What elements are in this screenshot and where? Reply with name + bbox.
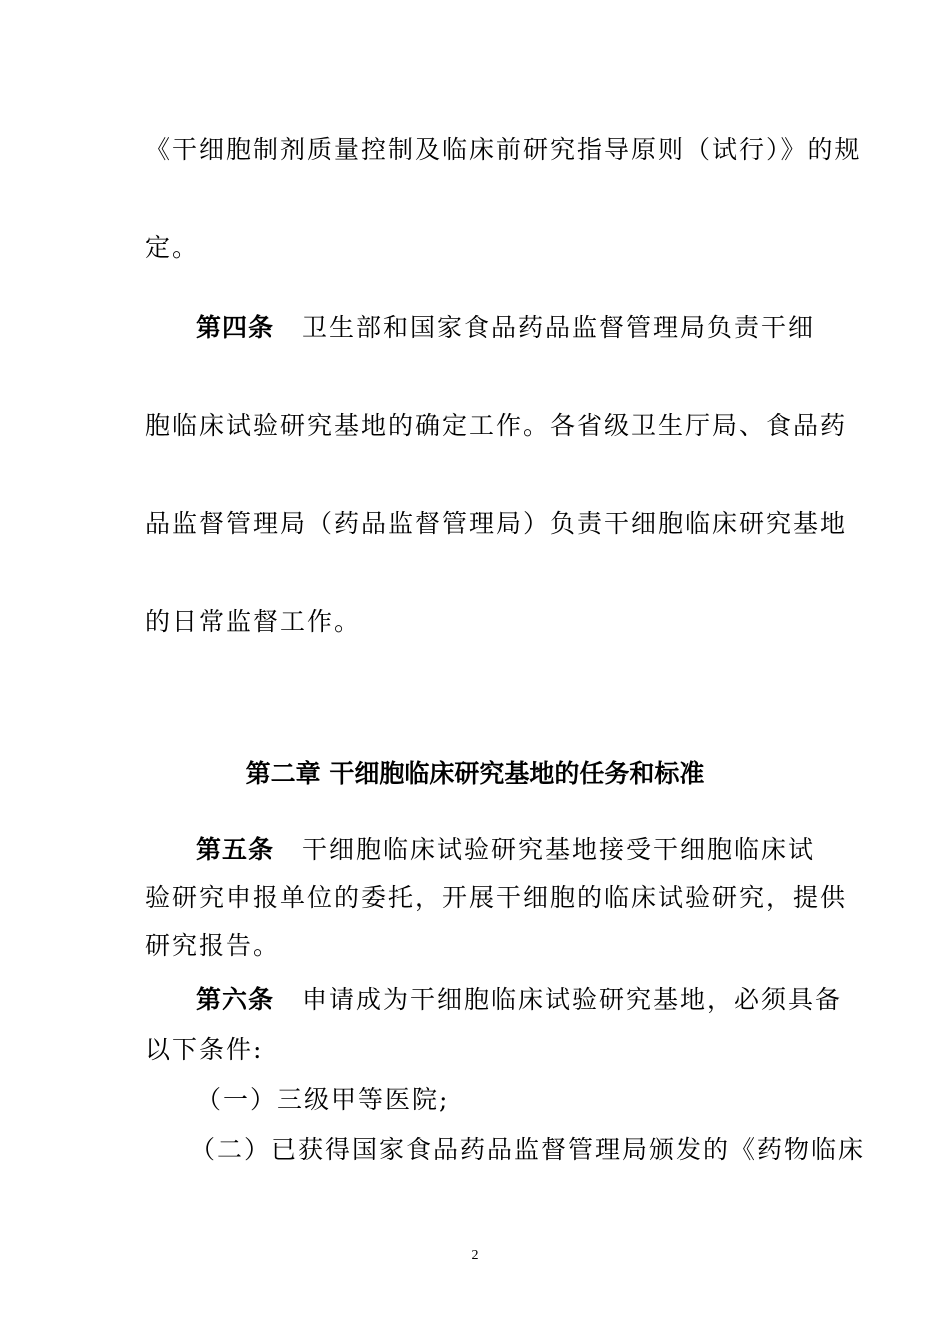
article-4-text: 卫生部和国家食品药品监督管理局负责干细 [302,313,816,342]
article-5-paragraph [196,834,815,866]
text-line: 以下条件: [145,1035,264,1064]
text-line: 定。 [145,233,200,262]
text-line: 研究报告。 [145,931,281,960]
article-6-text: 申请成为干细胞临床试验研究基地，必须具备 [302,985,843,1014]
text-line: 《干细胞制剂质量控制及临床前研究指导原则（试行）》的规 [145,135,862,164]
text-line: 验研究申报单位的委托，开展干细胞的临床试验研究，提供 [145,883,848,912]
article-5-text: 干细胞临床试验研究基地接受干细胞临床试 [302,835,816,864]
list-item: （一）三级甲等医院; [196,1085,450,1114]
text-line: 品监督管理局（药品监督管理局）负责干细胞临床研究基地 [145,509,848,538]
page-number: 2 [471,1248,479,1263]
article-4-label: 第四条 [196,313,275,342]
article-5-label: 第五条 [196,835,275,864]
article-6-paragraph [196,984,842,1016]
list-item: （二）已获得国家食品药品监督管理局颁发的《药物临床 [190,1135,866,1164]
article-6-label: 第六条 [196,985,275,1014]
text-line: 胞临床试验研究基地的确定工作。各省级卫生厅局、食品药 [145,411,848,440]
text-line: 的日常监督工作。 [145,607,362,636]
chapter-2-heading: 第二章 干细胞临床研究基地的任务和标准 [245,759,705,788]
article-4-paragraph [196,312,815,344]
